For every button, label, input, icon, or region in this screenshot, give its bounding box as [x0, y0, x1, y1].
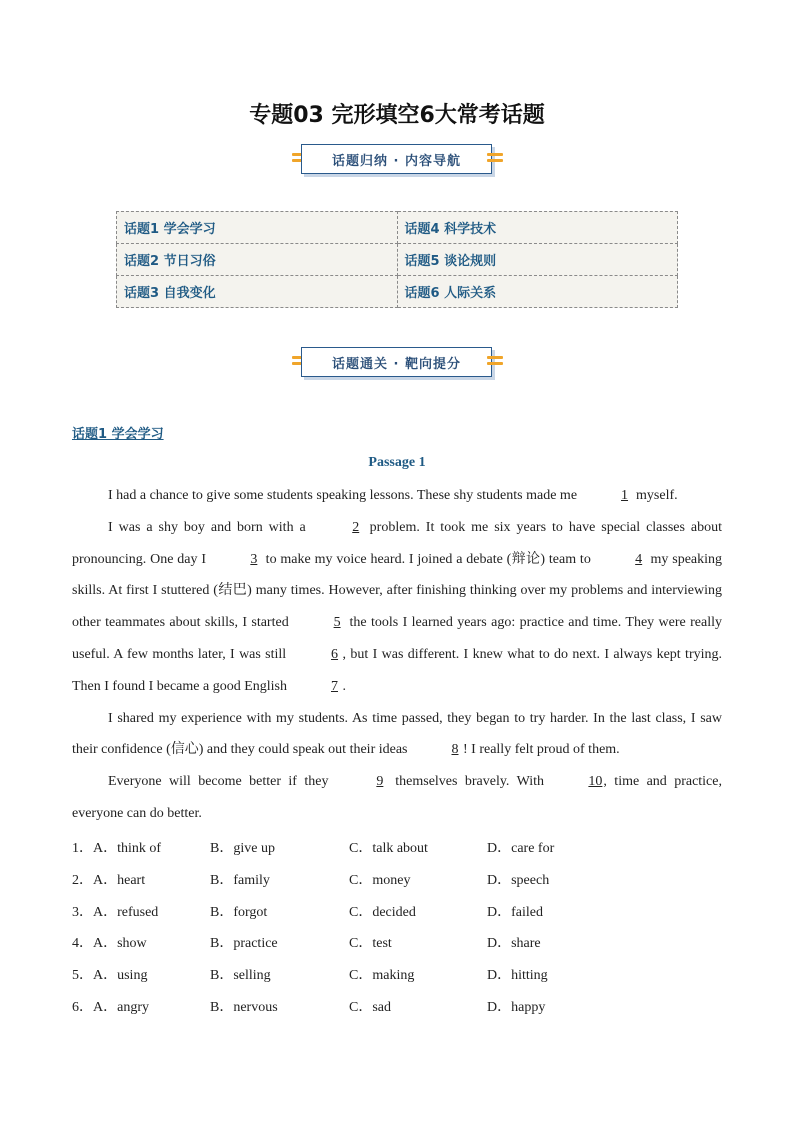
banner-right-decoration [487, 356, 503, 368]
question-row-4 [72, 928, 722, 960]
option-b[interactable]: B．practice [210, 936, 278, 952]
option-c[interactable]: C．talk about [349, 841, 428, 856]
blank-9: 9 [376, 774, 384, 790]
topic-navigation-table [116, 211, 678, 308]
nav-topic-1[interactable]: 话题1 学会学习 [117, 212, 398, 244]
paragraph: I shared my experience with my students. As time passed, they began to try harder. In the last class, I saw their confidence (信心) and they could speak out their ideas 8 ! I really felt proud of them. [72, 703, 722, 767]
option-b[interactable]: B．selling [210, 968, 271, 984]
nav-topic-3[interactable]: 话题3 自我变化 [117, 276, 398, 308]
page-title: 专题03 完形填空6大常考话题 [249, 103, 545, 128]
option-b[interactable]: B．family [210, 872, 270, 888]
nav-topic-2[interactable]: 话题2 节日习俗 [117, 244, 398, 276]
option-b[interactable]: B．nervous [210, 999, 278, 1015]
blank-5: 5 [333, 615, 341, 631]
option-c[interactable]: C．test [349, 936, 392, 952]
option-c[interactable]: C．making [349, 968, 415, 984]
paragraph: I had a chance to give some students speaking lessons. These shy students made me 1 myself. [72, 480, 722, 512]
blank-3: 3 [250, 551, 258, 567]
question-row-2 [72, 865, 722, 897]
question-row-6 [72, 992, 722, 1024]
blank-1: 1 [621, 488, 629, 503]
paragraph: I was a shy boy and born with a 2 problem. It took me six years to have special classes about pronouncing. One day I 3 to make my voice heard. I joined a debate (辩论) team to 4 my speaking skills. At first I stuttered (结巴) many times. However, after finishing thinking over my problems and interviewing other teammates about skills, I started 5 the tools I learned years ago: practice and time. They were really useful. A few months later, I was still 6 , but I was different. I knew what to do next. I always kept trying. Then I found I became a good English 7 . [72, 512, 722, 703]
passage-title: Passage 1 [368, 455, 426, 470]
option-d[interactable]: D．care for [487, 841, 555, 856]
section-heading-link[interactable]: 话题1 学会学习 [72, 427, 164, 442]
option-d[interactable]: D．speech [487, 872, 550, 888]
banner-label: 话题通关 · 靶向提分 [301, 347, 492, 377]
question-row-1 [72, 833, 722, 865]
option-b[interactable]: B．forgot [210, 904, 268, 920]
banner-topic-navigation [294, 144, 501, 174]
nav-topic-4[interactable]: 话题4 科学技术 [397, 212, 678, 244]
blank-7: 7 [331, 678, 338, 694]
option-a[interactable]: 2．A．heart [72, 872, 146, 888]
option-a[interactable]: 4．A．show [72, 936, 147, 952]
option-a[interactable]: 1．A．think of [72, 841, 162, 856]
option-b[interactable]: B．give up [210, 841, 275, 856]
option-a[interactable]: 3．A．refused [72, 904, 159, 920]
passage-text [72, 480, 722, 830]
blank-4: 4 [635, 551, 643, 567]
option-d[interactable]: D．hitting [487, 968, 548, 984]
option-a[interactable]: 5．A．using [72, 968, 148, 984]
question-row-5 [72, 960, 722, 992]
option-c[interactable]: C．sad [349, 999, 391, 1015]
answer-options [72, 833, 722, 1024]
banner-right-decoration [487, 153, 503, 165]
option-c[interactable]: C．decided [349, 904, 416, 920]
blank-2: 2 [352, 519, 360, 535]
blank-10: 10 [588, 774, 603, 790]
option-d[interactable]: D．happy [487, 999, 546, 1015]
banner-topic-practice [294, 347, 501, 377]
paragraph: Everyone will become better if they 9 themselves bravely. With 10, time and practice, everyone can do better. [72, 766, 722, 830]
nav-topic-5[interactable]: 话题5 谈论规则 [397, 244, 678, 276]
option-c[interactable]: C．money [349, 872, 411, 888]
option-d[interactable]: D．failed [487, 904, 543, 920]
option-a[interactable]: 6．A．angry [72, 999, 149, 1015]
option-d[interactable]: D．share [487, 936, 541, 952]
question-row-3 [72, 897, 722, 929]
blank-8: 8 [451, 742, 459, 758]
nav-topic-6[interactable]: 话题6 人际关系 [397, 276, 678, 308]
blank-6: 6 [331, 646, 339, 662]
banner-label: 话题归纳 · 内容导航 [301, 144, 492, 174]
